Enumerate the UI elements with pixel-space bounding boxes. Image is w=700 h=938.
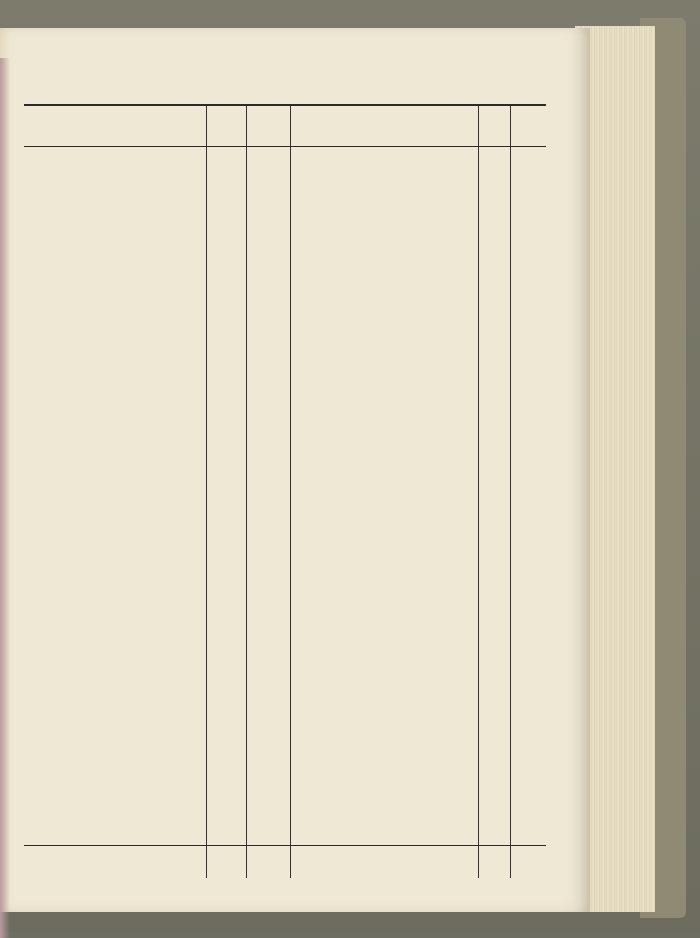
ledger-page (0, 28, 590, 912)
header-right-details (290, 106, 478, 144)
divider-center (290, 106, 291, 878)
header-left-fils (246, 106, 290, 144)
divider-right-fils-dinar (510, 106, 511, 878)
header-right-fils (510, 106, 546, 144)
left-total-rule (24, 845, 290, 846)
header-bottom-rule (24, 146, 546, 147)
page-edge-stain (0, 58, 10, 938)
right-total-rule (290, 845, 546, 846)
divider-left-dinar-details (206, 106, 207, 878)
header-left-details (24, 106, 206, 144)
divider-right-dinar-details (478, 106, 479, 878)
header-left-dinar (206, 106, 246, 144)
header-right-dinar (478, 106, 510, 144)
divider-left-fils-dinar (246, 106, 247, 878)
